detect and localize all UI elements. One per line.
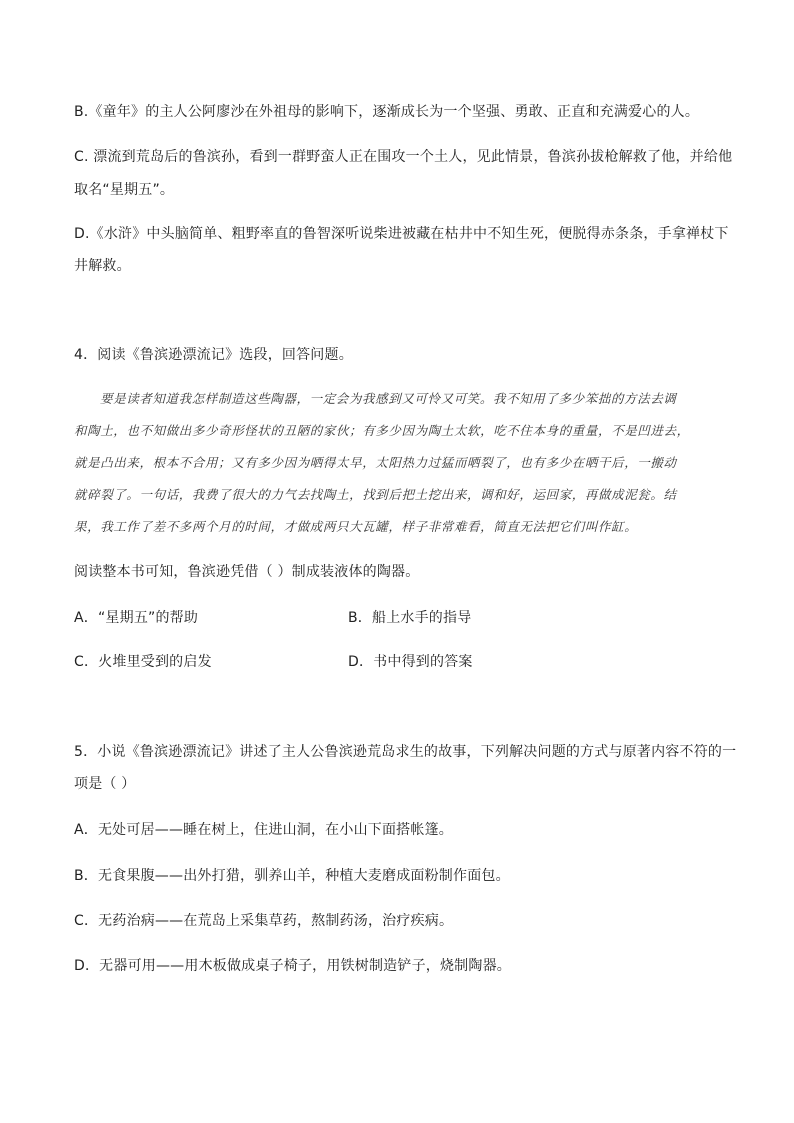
q4-passage-line: 要是读者知道我怎样制造这些陶器，一定会为我感到又可怜又可笑。我不知用了多少笨拙的方法去调 bbox=[100, 391, 677, 406]
q5-stem-line1: 5．小说《鲁滨逊漂流记》讲述了主人公鲁滨逊荒岛求生的故事，下列解决问题的方式与原著内容不符的一 bbox=[74, 744, 737, 760]
q5-option-a: A．无处可居——睡在树上，住进山洞，在小山下面搭帐篷。 bbox=[74, 822, 453, 838]
q4-option-b: B．船上水手的指导 bbox=[348, 610, 472, 626]
q4-option-c: C．火堆里受到的启发 bbox=[74, 654, 212, 670]
q3-option-b: B.《童年》的主人公阿廖沙在外祖母的影响下，逐渐成长为一个坚强、勇敢、正直和充满爱心的人。 bbox=[74, 104, 700, 120]
q3-option-d-line2: 井解救。 bbox=[74, 258, 131, 274]
q5-stem-line2: 项是（ ） bbox=[74, 776, 136, 792]
q3-option-c-line2: 取名“星期五”。 bbox=[74, 182, 175, 198]
q4-option-d: D．书中得到的答案 bbox=[348, 654, 473, 670]
q4-question: 阅读整本书可知，鲁滨逊凭借（ ）制成装液体的陶器。 bbox=[74, 564, 420, 580]
q4-stem: 4．阅读《鲁滨逊漂流记》选段，回答问题。 bbox=[74, 347, 353, 363]
q5-option-b: B．无食果腹——出外打猎，驯养山羊，种植大麦磨成面粉制作面包。 bbox=[74, 868, 510, 884]
q5-option-c: C．无药治病——在荒岛上采集草药，熬制药汤，治疗疾病。 bbox=[74, 913, 454, 929]
q3-option-d-line1: D.《水浒》中头脑简单、粗野率直的鲁智深听说柴进被藏在枯井中不知生死，便脱得赤条条，手拿禅杖下 bbox=[74, 226, 729, 242]
q4-passage-line: 和陶土，也不知做出多少奇形怪状的丑陋的家伙；有多少因为陶土太软，吃不住本身的重量，不是凹进去， bbox=[74, 423, 690, 438]
q4-option-a: A．“星期五”的帮助 bbox=[74, 610, 199, 626]
q3-option-c-line1: C. 漂流到荒岛后的鲁滨孙，看到一群野蛮人正在围攻一个土人，见此情景，鲁滨孙拔枪解救了他，并给他 bbox=[74, 149, 733, 165]
q5-option-d: D．无器可用——用木板做成桌子椅子，用铁树制造铲子，烧制陶器。 bbox=[74, 958, 511, 974]
q4-passage-line: 果，我工作了差不多两个月的时间，才做成两只大瓦罐，样子非常难看，简直无法把它们叫作缸。 bbox=[74, 519, 638, 534]
q4-passage-line: 就是凸出来，根本不合用；又有多少因为晒得太早，太阳热力过猛而晒裂了，也有多少在晒干后，一搬动 bbox=[74, 455, 677, 470]
q4-passage-line: 就碎裂了。一句话，我费了很大的力气去找陶土，找到后把土挖出来，调和好，运回家，再做成泥瓮。结 bbox=[74, 487, 677, 502]
